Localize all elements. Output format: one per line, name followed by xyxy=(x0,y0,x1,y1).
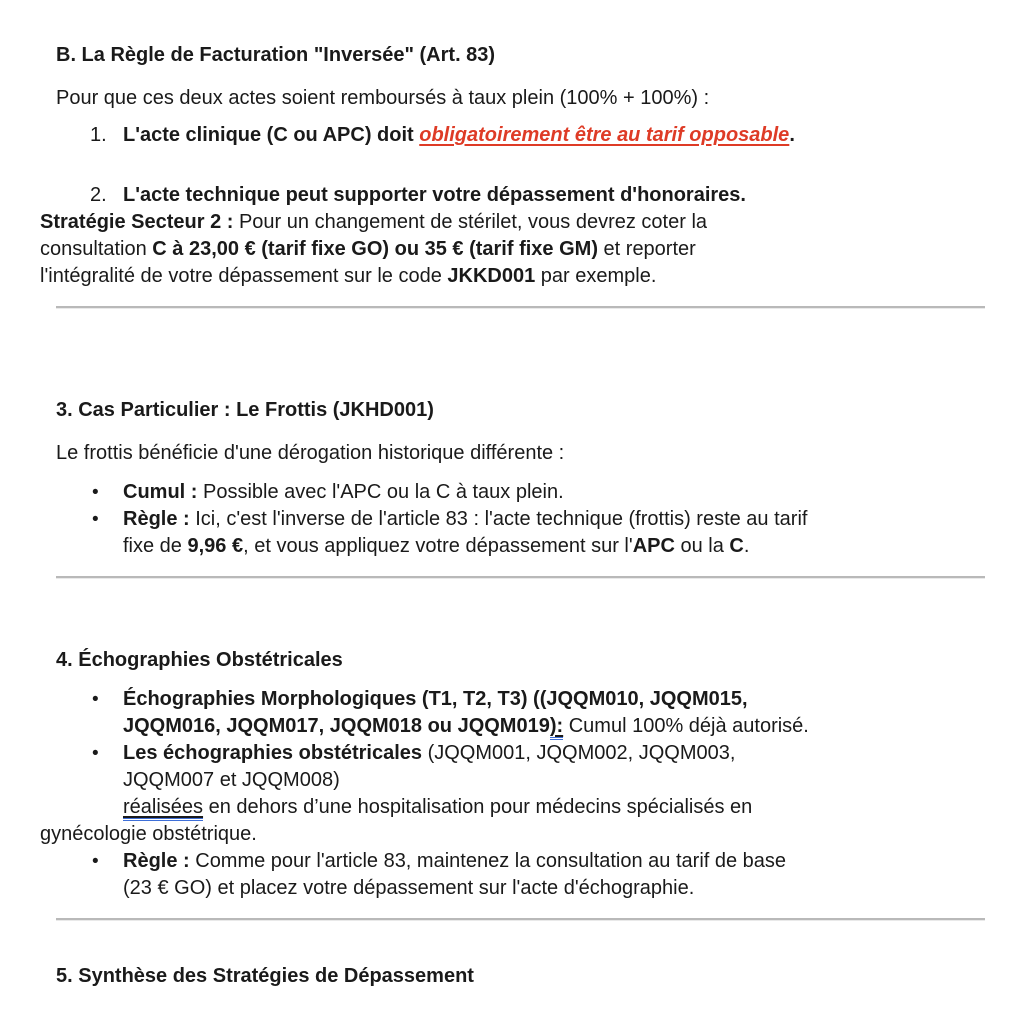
text-run: réalisées xyxy=(123,796,203,821)
text-run: B. La Règle de Facturation "Inversée" (Art. 83) xyxy=(56,44,496,66)
text-run: Le frottis bénéficie d'une dérogation historique différente : xyxy=(56,442,565,464)
list-item-text xyxy=(123,506,807,560)
text-run: (23 € GO) et placez votre dépassement sur l'acte d'échographie. xyxy=(123,877,695,899)
divider-3 xyxy=(56,918,985,921)
list-item-text xyxy=(123,122,795,149)
text-run: 4. Échographies Obstétricales xyxy=(56,649,343,671)
text-run: Stratégie Secteur 2 : xyxy=(40,211,239,233)
bullet-marker: • xyxy=(92,482,99,503)
text-run: L'acte clinique (C ou APC) doit xyxy=(123,124,420,146)
list-item-text xyxy=(123,848,786,902)
text-run: 3. Cas Particulier : Le Frottis (JKHD001) xyxy=(56,399,434,421)
bullet-marker: • xyxy=(92,743,99,764)
text-run: . xyxy=(789,124,795,146)
section-3-heading xyxy=(56,397,985,424)
text-run: Pour que ces deux actes soient remboursés à taux plein (100% + 100%) : xyxy=(56,87,710,109)
text-run: Cumul : xyxy=(123,481,198,503)
billing-rules-list xyxy=(56,122,985,209)
text-run: l'intégralité de votre dépassement sur le code xyxy=(40,265,448,287)
bullet-marker: • xyxy=(92,851,99,872)
text-run: Échographies Morphologiques (T1, T2, T3) ((JQQM010, JQQM015, xyxy=(123,688,748,710)
text-run: , et vous appliquez votre dépassement sur l' xyxy=(243,535,633,557)
section-5-heading xyxy=(56,963,985,990)
text-run: 9,96 € xyxy=(187,535,244,557)
text-run: Règle : xyxy=(123,508,190,530)
text-run: JKKD001 xyxy=(447,265,536,287)
text-run: Règle : xyxy=(123,850,190,872)
section-4-heading xyxy=(56,647,985,674)
list-number: 1. xyxy=(90,124,107,146)
frottis-rules-list xyxy=(56,479,985,560)
text-run: 5. Synthèse des Stratégies de Dépassement xyxy=(56,965,474,987)
section-b-heading xyxy=(56,42,985,69)
text-run: consultation xyxy=(40,238,153,260)
bullet-marker: • xyxy=(92,689,99,710)
text-run: et reporter xyxy=(597,238,696,260)
list-item xyxy=(56,686,985,740)
intro-paragraph xyxy=(56,85,985,112)
text-run: ou la xyxy=(674,535,730,557)
text-run: JQQM016, JQQM017, JQQM018 ou JQQM019 xyxy=(123,715,550,737)
text-run: Comme pour l'article 83, maintenez la consultation au tarif de base xyxy=(189,850,787,872)
text-run: C à 23,00 € (tarif fixe GO) ou 35 € (tarif fixe GM) xyxy=(152,238,598,260)
list-item-text xyxy=(123,182,746,209)
list-item xyxy=(56,122,985,149)
text-run: gynécologie obstétrique. xyxy=(40,823,257,845)
text-run: JQQM007 et JQQM008) xyxy=(123,769,340,791)
text-run: Ici, c'est l'inverse de l'article 83 : l'acte technique (frottis) reste au tarif xyxy=(189,508,808,530)
text-run: L'acte technique peut supporter votre dépassement d'honoraires. xyxy=(123,184,746,206)
text-run: . xyxy=(743,535,750,557)
text-run: en dehors d’une hospitalisation pour médecins spécialisés en xyxy=(203,796,753,818)
text-run: C xyxy=(729,535,744,557)
divider-2 xyxy=(56,576,985,579)
list-item xyxy=(56,506,985,560)
text-run: Pour un changement de stérilet, vous devrez coter la xyxy=(238,211,708,233)
text-run: Les échographies obstétricales xyxy=(123,742,423,764)
list-item xyxy=(40,740,985,848)
list-item-text xyxy=(40,740,753,848)
list-item-text xyxy=(123,686,809,740)
text-run: (JQQM001, JQQM002, JQQM003, xyxy=(422,742,736,764)
list-item xyxy=(56,182,985,209)
text-run: obligatoirement être au tarif opposable xyxy=(419,124,790,146)
text-run: APC xyxy=(632,535,675,557)
text-run: Cumul 100% déjà autorisé. xyxy=(563,715,809,737)
list-item xyxy=(56,848,985,902)
frottis-intro-paragraph xyxy=(56,440,985,467)
echographies-list xyxy=(40,686,985,902)
list-item-text xyxy=(123,479,564,506)
text-run: Possible avec l'APC ou la C à taux plein. xyxy=(197,481,564,503)
text-run: par exemple. xyxy=(535,265,657,287)
strategy-secteur-2-paragraph xyxy=(40,209,985,290)
bullet-marker: • xyxy=(92,509,99,530)
list-number: 2. xyxy=(90,184,107,206)
list-item xyxy=(56,479,985,506)
text-run: ): xyxy=(550,715,563,740)
divider-1 xyxy=(56,306,985,309)
text-run: fixe de xyxy=(123,535,188,557)
